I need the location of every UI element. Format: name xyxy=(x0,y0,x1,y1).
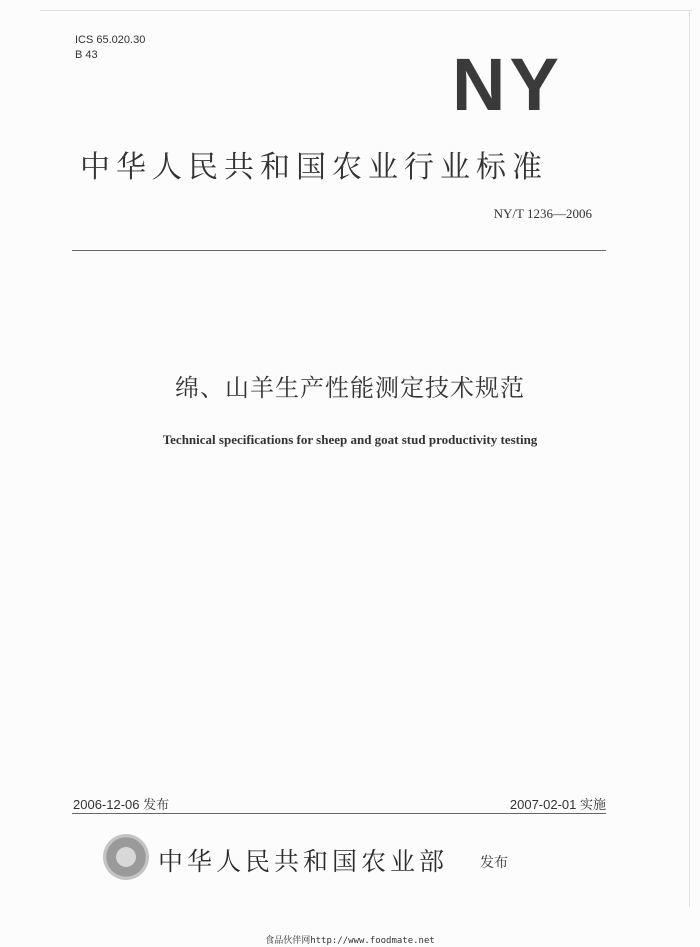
classification-block xyxy=(75,33,145,63)
ics-code: ICS 65.020.30 xyxy=(75,34,146,46)
top-divider xyxy=(72,250,606,251)
scan-edge-top xyxy=(40,10,692,11)
standard-number: NY/T 1236—2006 xyxy=(493,206,592,221)
implementation-date: 2007-02-01 实施 xyxy=(509,797,606,812)
ccs-code: B 43 xyxy=(75,49,98,61)
bottom-divider xyxy=(72,813,606,814)
ministry-issue-label: 发布 xyxy=(480,855,508,871)
issue-date: 2006-12-06 发布 xyxy=(73,797,170,812)
ny-logo: NY xyxy=(452,43,563,126)
org-title: 中华人民共和国农业行业标准 xyxy=(80,150,548,185)
national-emblem-icon xyxy=(103,834,149,880)
ministry-name: 中华人民共和国农业部 xyxy=(158,847,449,876)
title-chinese: 绵、山羊生产性能测定技术规范 xyxy=(175,374,525,402)
title-english: Technical specifications for sheep and goat stud productivity testing xyxy=(162,432,538,447)
scan-edge-right xyxy=(689,10,690,907)
footer-source: 食品伙伴网http://www.foodmate.net xyxy=(265,936,435,946)
